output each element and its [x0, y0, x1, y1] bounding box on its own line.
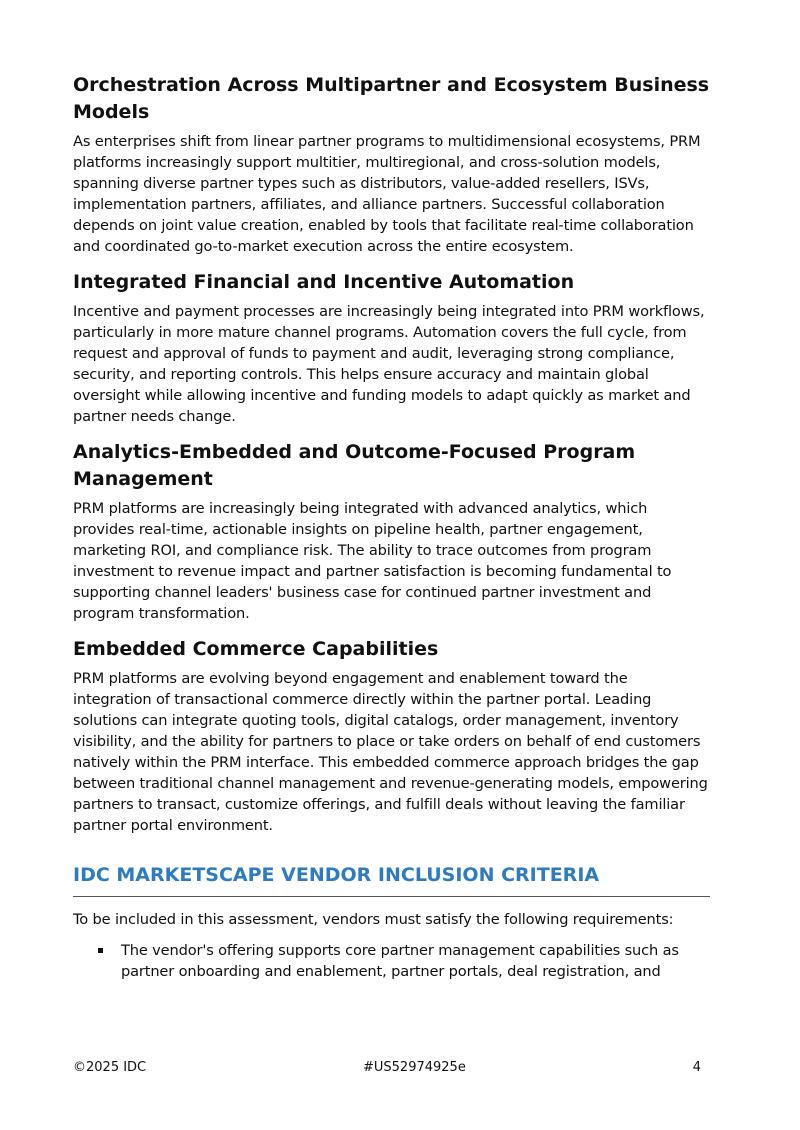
section-heading: Integrated Financial and Incentive Automation — [73, 271, 575, 293]
criteria-intro: To be included in this assessment, vendors must satisfy the following requirements: — [73, 911, 674, 928]
section-financial-automation — [73, 269, 710, 427]
section-body: PRM platforms are increasingly being integrated with advanced analytics, which provides real-time, actionable insights on pipeline health, partner engagement, marketing ROI, and compliance risk. The ability to trace outcomes from program investment to revenue impact and partner satisfaction is becoming fundamental to supporting channel leaders' business case for continued partner investment and program transformation. — [73, 500, 672, 622]
list-item — [73, 940, 710, 982]
section-orchestration — [73, 72, 710, 257]
section-body: PRM platforms are evolving beyond engagement and enablement toward the integration of transactional commerce directly within the partner portal. Leading solutions can integrate quoting tools, digital catalogs, order management, inventory visibility, and the ability for partners to place or take orders on behalf of end customers natively within the PRM interface. This embedded commerce approach bridges the gap between traditional channel management and revenue-generating models, empowering partners to transact, customize offerings, and fulfill deals without leaving the familiar partner portal environment. — [73, 670, 708, 834]
criteria-list — [73, 940, 710, 982]
section-body: Incentive and payment processes are increasingly being integrated into PRM workflows, particularly in more mature channel programs. Automation covers the full cycle, from request and approval of funds to payment and audit, leveraging strong compliance, security, and reporting controls. This helps ensure accuracy and maintain global oversight while allowing incentive and funding models to adapt quickly as market and partner needs change. — [73, 303, 705, 425]
footer-copyright: ©2025 IDC — [73, 1060, 147, 1075]
section-embedded-commerce — [73, 636, 710, 836]
section-heading: Orchestration Across Multipartner and Ecosystem Business Models — [73, 74, 710, 123]
criteria-heading: IDC MARKETSCAPE VENDOR INCLUSION CRITERIA — [73, 862, 710, 897]
section-heading: Embedded Commerce Capabilities — [73, 638, 439, 660]
footer-page-number: 4 — [692, 1060, 701, 1075]
square-bullet-icon — [98, 948, 103, 953]
list-item-text: The vendor's offering supports core partner management capabilities such as partner onboarding and enablement, partner portals, deal registration, and — [121, 942, 679, 980]
section-analytics — [73, 439, 710, 624]
section-heading: Analytics-Embedded and Outcome-Focused Program Management — [73, 441, 636, 490]
section-body: As enterprises shift from linear partner programs to multidimensional ecosystems, PRM platforms increasingly support multitier, multiregional, and cross-solution models, spanning diverse partner types such as distributors, value-added resellers, ISVs, implementation partners, affiliates, and alliance partners. Successful collaboration depends on joint value creation, enabled by tools that facilitate real-time collaboration and coordinated go-to-market execution across the entire ecosystem. — [73, 133, 701, 255]
document-page — [73, 72, 710, 982]
footer-document-id: #US52974925e — [363, 1060, 466, 1075]
